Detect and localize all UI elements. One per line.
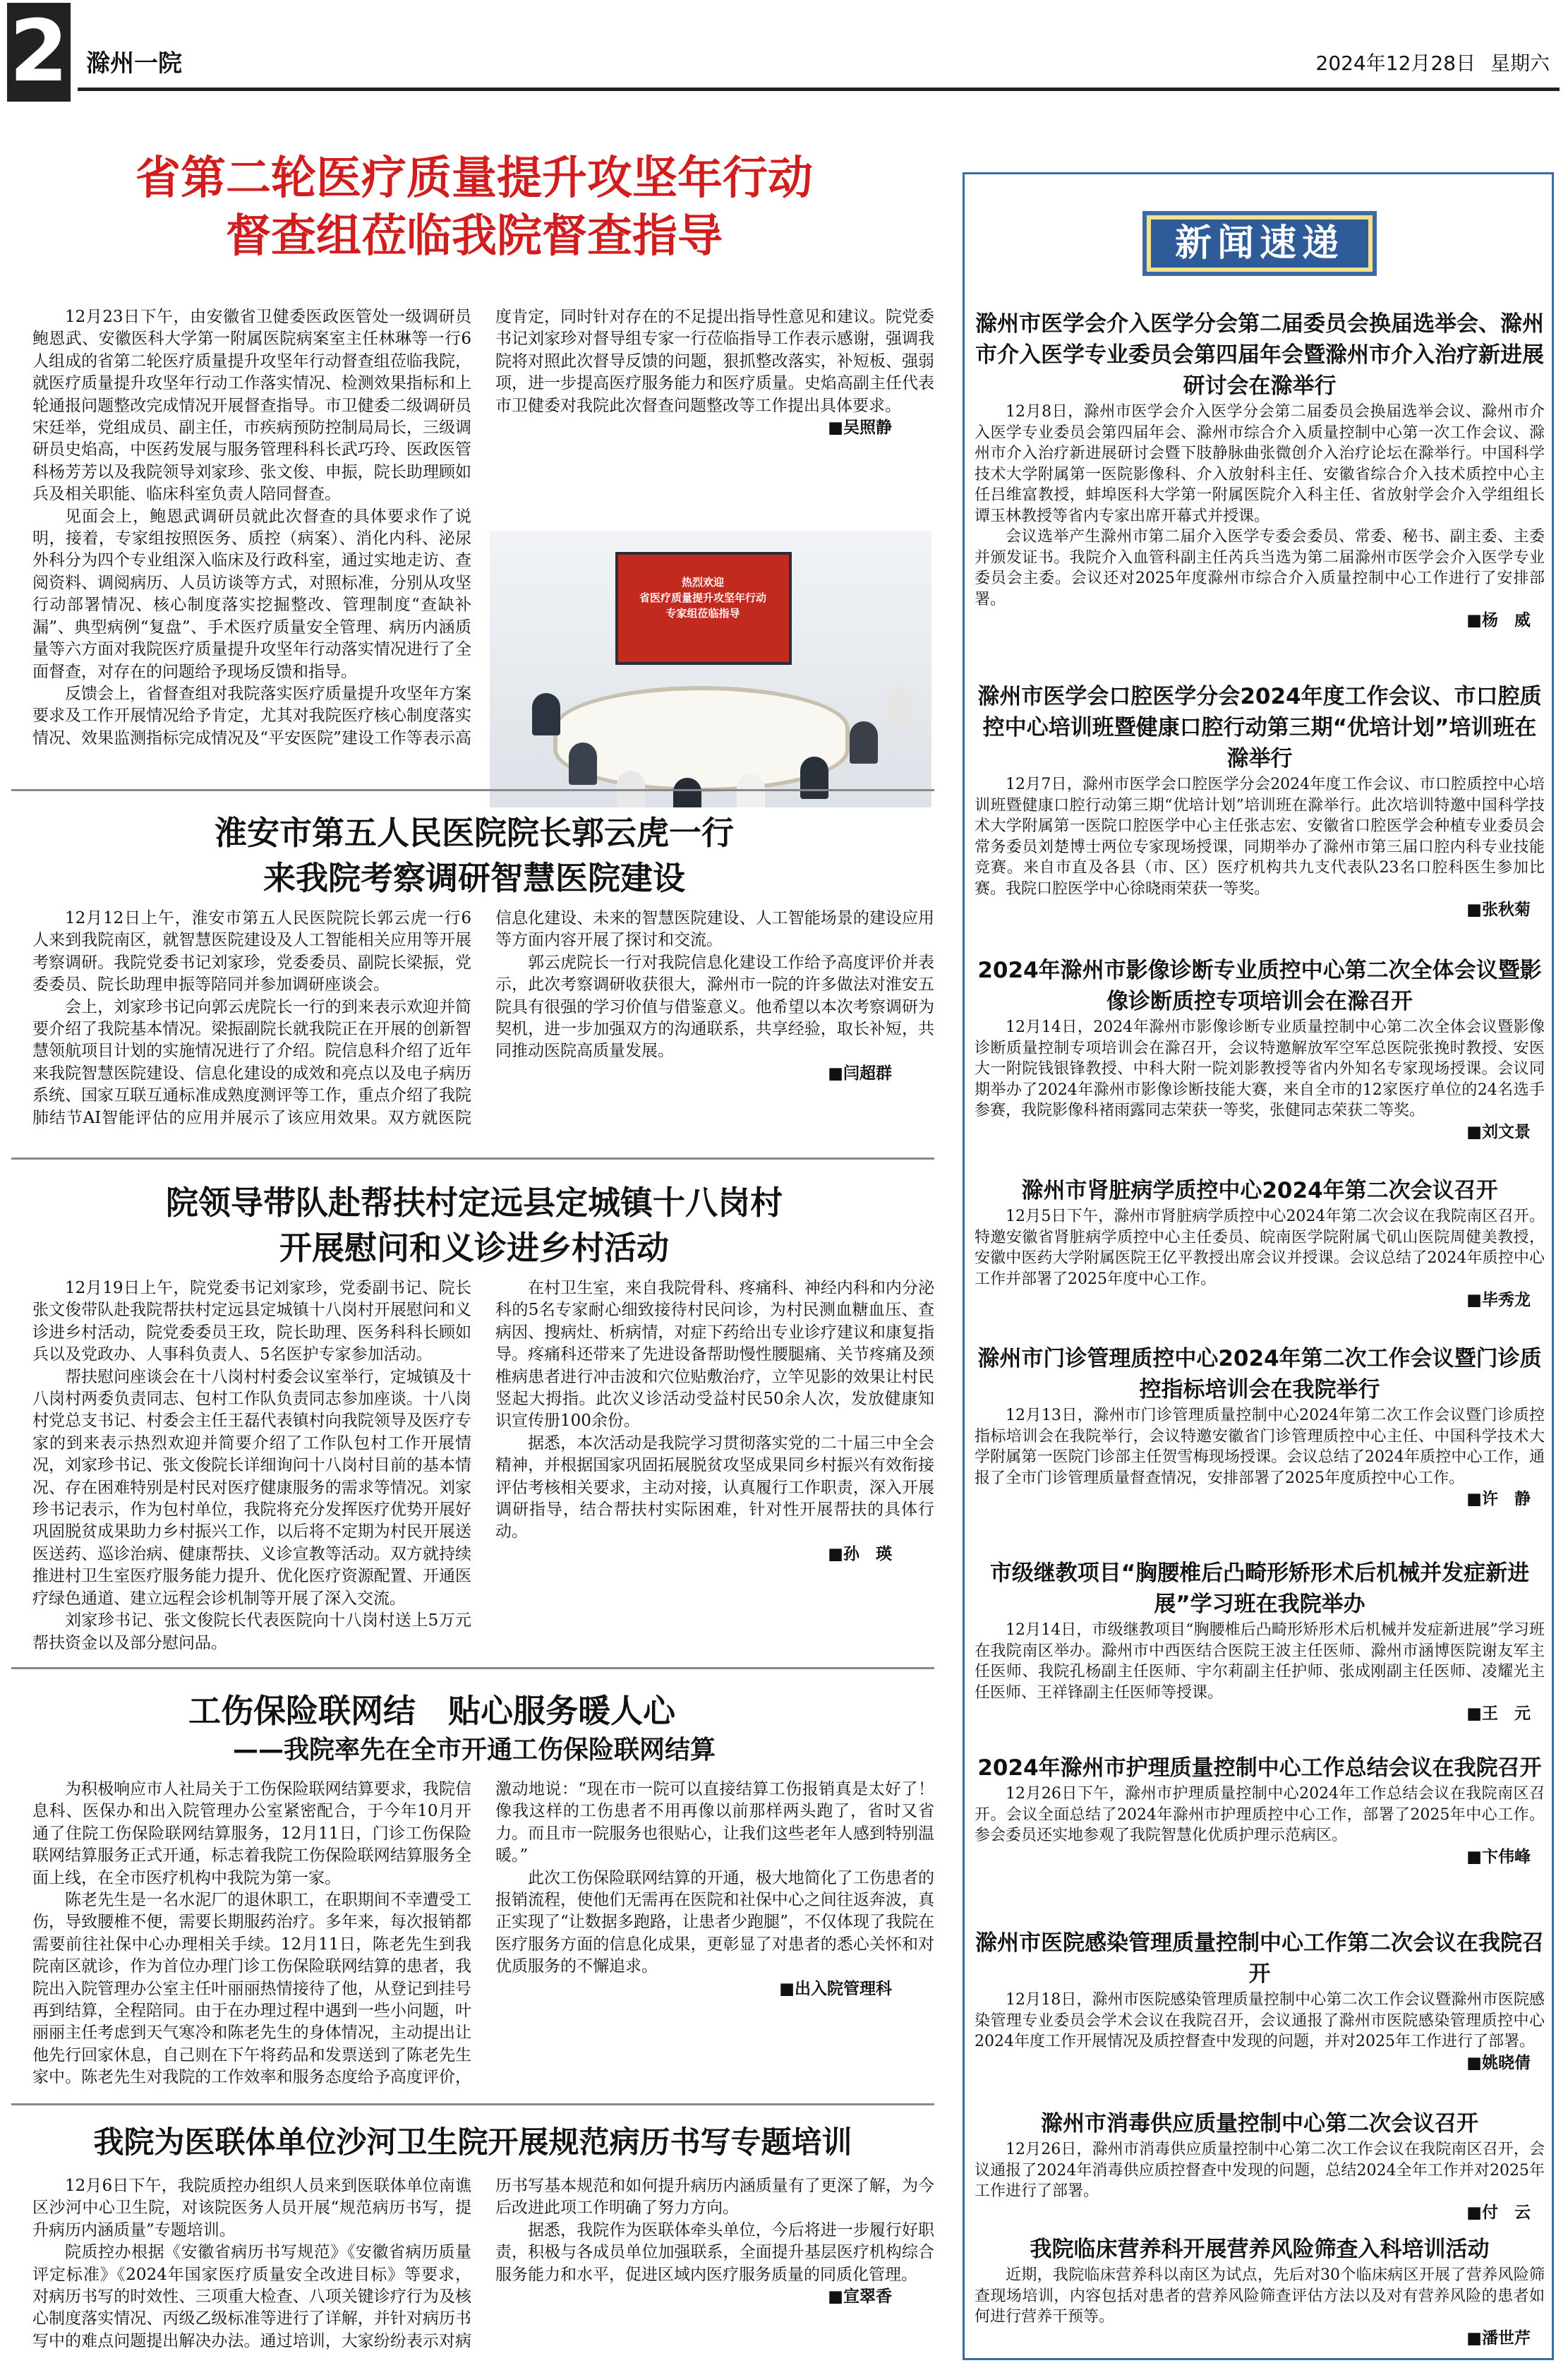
news-title: 滁州市医院感染管理质量控制中心工作第二次会议在我院召开: [975, 1930, 1544, 1987]
date: 2024年12月28日: [1315, 52, 1476, 75]
news-item: [975, 1928, 1545, 2104]
news-title: 滁州市医学会口腔医学分会2024年度工作会议、市口腔质控中心培训班暨健康口腔行动第三期“优培计划”培训班在滁举行: [977, 684, 1542, 771]
byline: ■孙 瑛: [828, 1544, 892, 1563]
news-item: [975, 955, 1545, 1160]
divider: [11, 1667, 934, 1669]
news-item: [975, 308, 1545, 675]
title-line-1: 淮安市第五人民医院院长郭云虎一行: [215, 814, 734, 852]
byline: ■张秋菊: [1466, 901, 1531, 919]
person: [673, 778, 701, 807]
sidebar-badge: [1142, 211, 1377, 276]
news-brief-sidebar: [963, 172, 1554, 2360]
divider: [11, 1158, 934, 1160]
paragraph: 据悉，本次活动是我院学习贯彻落实党的二十届三中全会精神，并根据国家巩固拓展脱贫攻坚成果同乡村振兴有效衔接评估考核相关要求，主动对接，认真履行工作职责，深入开展调研指导，结合帮扶村实际困难，针对性开展帮扶的具体行动。: [495, 1433, 934, 1541]
person: [850, 721, 878, 764]
paragraph: 为积极响应市人社局关于工伤保险联网结算要求，我院信息科、医保办和出入院管理办公室紧密配合，于今年10月开通了住院工伤保险联网结算服务，12月11日，门诊工伤保险联网结算服务正式开通，标志着我院工伤保险联网结算服务全面上线，在全市医疗机构中我院为第一家。: [32, 1780, 471, 1887]
article-huaian-visit-body: [32, 908, 934, 1141]
title-line-2: 来我院考察调研智慧医院建设: [263, 859, 685, 897]
paper-name: 滁州一院: [86, 49, 182, 78]
article-title: 工伤保险联网结 贴心服务暖人心: [188, 1692, 675, 1730]
byline: ■刘文景: [1466, 1122, 1531, 1141]
paragraph: 12月19日上午，院党委书记刘家珍，党委副书记、院长张文俊带队赴我院帮扶村定远县定城镇十八岗村开展慰问和义诊进乡村活动，院党委委员王玫，院长助理、医务科科长顾如兵以及党政办、人事科负责人、5名医护专家参加活动。: [32, 1279, 471, 1364]
paragraph: 12月14日，2024年滁州市影像诊断专业质量控制中心第二次全体会议暨影像诊断质量控制专项培训会在滁召开，会议特邀解放军空军总医院张挽时教授、安医大一附院钱银锋教授、中科大附一院刘影教授等省内外知名专家现场授课。会议同期举办了2024年滁州市影像诊断技能大赛，来自全市的12家医疗单位的24名选手参赛，我院影像科褚雨露同志荣获一等奖，张健同志荣获二等奖。: [975, 1018, 1545, 1119]
article-title: [14, 1180, 934, 1270]
byline: ■许 静: [1466, 1490, 1531, 1508]
paragraph: 此次工伤保险联网结算的开通，极大地简化了工伤患者的报销流程，使他们无需再在医院和社保中心之间往返奔波，真正实现了“让数据多跑路，让患者少跑腿”，不仅体现了我院在医疗服务方面的信息化成果，更彰显了对患者的悉心关怀和对优质服务的不懈追求。: [495, 1868, 934, 1976]
news-item: [975, 1752, 1545, 1919]
byline: ■姚晓倩: [1466, 2053, 1531, 2072]
title-line-2: 督查组莅临我院督查指导: [226, 210, 723, 263]
paragraph: 郭云虎院长一行对我院信息化建设工作给予高度评价并表示，此次考察调研收获很大，滁州市一院的许多做法对淮安五院具有很强的学习价值与借鉴意义。他希望以本次考察调研为契机，进一步加强双方的沟通联系，共享经验，取长补短，共同推动医院高质量发展。: [495, 953, 934, 1061]
divider: [11, 2103, 934, 2105]
byline: ■吴照静: [828, 419, 892, 438]
person: [532, 693, 560, 735]
news-title: 滁州市消毒供应质量控制中心第二次会议召开: [1041, 2111, 1478, 2136]
article-title: [14, 150, 934, 265]
meeting-photo: [490, 531, 931, 807]
byline: ■杨 威: [1466, 611, 1531, 630]
paragraph: 12月7日，滁州市医学会口腔医学分会2024年度工作会议、市口腔质控中心培训班暨健康口腔行动第三期“优培计划”培训班在滁举行。此次培训特邀中国科学技术大学附属第一医院口腔医学中心主任张志宏、安徽省口腔医学会种植专业委员会常务委员刘楚博士两位专家现场授课，同期举办了滁州市第三届口腔内科专业技能竞赛。来自市直及各县（市、区）医疗机构共九支代表队23名口腔科医生参加比赛。我院口腔医学中心徐晓雨荣获一等奖。: [975, 776, 1545, 898]
paragraph: 院质控办根据《安徽省病历书写规范》《安徽省病历质量评定标准》《2024年国家医疗质量安全改进目标》等要求，对病历书写的时效性、三项重大检查、八项关键诊疗行为及核心制度落实情况、丙级乙级标准等进行了详解，并针对病历书写中的难点问题提出解决办法。通过培训，大家纷纷表示对病历书写基本规范和如何提升病历内涵质量有了更深了解，为今后改进此项工作明确了努力方向。: [32, 2177, 934, 2350]
paragraph: 近期，我院临床营养科以南区为试点，先后对30个临床病区开展了营养风险筛查现场培训，内容包括对患者的营养风险筛查评估方法以及对有营养风险的患者如何进行营养干预等。: [975, 2266, 1545, 2326]
paragraph: 12月26日，滁州市消毒供应质量控制中心第二次工作会议在我院南区召开，会议通报了2024年消毒供应质控督查中发现的问题，总结2024全年工作并对2025年工作进行了部署。: [975, 2141, 1545, 2200]
paragraph: 刘家珍书记、张文俊院长代表医院向十八岗村送上5万元帮扶资金以及部分慰问品。: [32, 1611, 471, 1652]
article-medical-record-training-body: [32, 2175, 934, 2367]
byline: ■毕秀龙: [1466, 1291, 1531, 1309]
issue-date: [1316, 48, 1550, 76]
article-injury-insurance-body: [32, 1779, 934, 2089]
paragraph: 帮扶慰问座谈会在十八岗村村委会议室举行，定城镇及十八岗村两委负责同志、包村工作队负责同志参加座谈。十八岗村党总支书记、村委会主任王磊代表镇村向我院领导及医疗专家的到来表示热烈欢迎并简要介绍了工作队包村工作开展情况，刘家珍书记、张文俊院长详细询问十八岗村目前的基本情况、存在困难特别是村民对医疗健康服务的需求等情况。刘家珍书记表示，作为包村单位，我院将充分发挥医疗优势开展好巩固脱贫成果助力乡村振兴工作，以后将不定期为村民开展送医送药、巡诊治病、健康帮扶、义诊宣教等活动。双方就持续推进村卫生室医疗服务能力提升、优化医疗资源配置、开通医疗绿色通道、建立远程会诊机制等开展了深入交流。: [32, 1367, 471, 1608]
page-number: 2: [7, 3, 71, 102]
news-title: 2024年滁州市影像诊断专业质控中心第二次全体会议暨影像诊断质控专项培训会在滁召开: [977, 958, 1542, 1014]
article-title: [14, 810, 934, 901]
article-title: 我院为医联体单位沙河卫生院开展规范病历书写专题培训: [93, 2125, 852, 2160]
article-huaian-visit: [14, 810, 934, 909]
person: [885, 686, 913, 728]
photo-caption: 热烈欢迎 省医疗质量提升攻坚年行动 专家组莅临指导: [639, 576, 766, 620]
article-village-visit: [14, 1180, 934, 1279]
paragraph: 12月18日，滁州市医院感染管理质量控制中心第二次工作会议暨滁州市医院感染管理专业委员会学术会议在我院召开，会议通报了滁州市医院感染管理质控中心2024年度工作开展情况及质控督查中发现的问题，并对2025年工作进行了部署。: [975, 1991, 1545, 2050]
news-item: [975, 1175, 1545, 1330]
news-item: [975, 1343, 1545, 1548]
byline: ■王 元: [1466, 1704, 1531, 1723]
byline: ■卞伟峰: [1466, 1847, 1531, 1866]
title-line-1: 院领导带队赴帮扶村定远县定城镇十八岗村: [166, 1184, 783, 1222]
person: [569, 742, 597, 785]
byline: ■出入院管理科: [779, 1979, 892, 1998]
news-item: [975, 2108, 1545, 2228]
byline: ■闫超群: [828, 1064, 892, 1083]
paragraph: 据悉，我院作为医联体牵头单位，今后将进一步履行好职责，积极与各成员单位加强联系，全面提升基层医疗机构综合服务能力和水平，促进区域内医疗服务质量的同质化管理。: [495, 2220, 934, 2284]
paragraph: 会议选举产生滁州市第二届介入医学专委会委员、常委、秘书、副主委、主委并颁发证书。我院介入血管科副主任芮兵当选为第二届滁州市医学会介入医学专业委员会主委。会议还对2025年度滁州市综合介入质量控制中心工作进行了安排部署。: [975, 528, 1545, 608]
paragraph: 12月13日，滁州市门诊管理质量控制中心2024年第二次工作会议暨门诊质控指标培训会在我院举行，会议特邀安徽省门诊管理质控中心主任、中国科学技术大学附属第一医院门诊部主任贺雪梅现场授课。会议总结了2024年质控中心工作，通报了全市门诊管理质量督查情况，安排部署了2025年度质控中心工作。: [975, 1407, 1545, 1487]
weekday: 星期六: [1490, 52, 1550, 75]
news-title: 我院临床营养科开展营养风险筛查入科培训活动: [1030, 2237, 1490, 2262]
paragraph: 12月12日上午，淮安市第五人民医院院长郭云虎一行6人来到我院南区，就智慧医院建设及人工智能相关应用等开展考察调研。我院党委书记刘家珍，党委委员、副院长梁振，党委委员、院长助理申振等陪同并参加调研座谈会。: [32, 909, 471, 994]
article-injury-insurance: [14, 1690, 934, 1781]
paragraph: 见面会上，鲍恩武调研员就此次督查的具体要求作了说明，接着，专家组按照医务、质控（病案）、消化内科、泌尿外科分为四个专业组深入临床及行政科室，通过实地走访、查阅资料、调阅病历、人员访谈等方式，对照标准，分别从攻坚行动部署情况、核心制度落实挖掘整改、管理制度“查缺补漏”、典型病例“复盘”、手术医疗质量安全管理、病历内涵质量等六方面对我院医疗质量提升攻坚年行动落实情况进行了全面督查，对存在的问题给予现场反馈和指导。: [32, 507, 471, 681]
byline: ■潘世芹: [1466, 2328, 1531, 2347]
paragraph: 会上，刘家珍书记向郭云虎院长一行的到来表示欢迎并简要介绍了我院基本情况。梁振副院长就我院正在开展的创新智慧领航项目计划的实施情况进行了介绍。院信息科介绍了近年来我院智慧医院建设、信息化建设的成效和亮点以及电子病历系统、国家互联互通标准成熟度测评等工作，重点介绍了我院肺结节AI智能评估的应用并展示了该应用效果。双方就医院信息化建设、未来的智慧医院建设、人工智能场景的建设应用等方面内容开展了探讨和交流。: [32, 909, 934, 1127]
paragraph: 12月26日下午，滁州市护理质量控制中心2024年工作总结会议在我院南区召开。会议全面总结了2024年滁州市护理质控中心工作，部署了2025年中心工作。参会委员还实地参观了我院智慧化优质护理示范病区。: [975, 1785, 1545, 1844]
news-title: 滁州市门诊管理质控中心2024年第二次工作会议暨门诊质控指标培训会在我院举行: [977, 1346, 1542, 1402]
article-medical-record-training: [11, 2120, 934, 2170]
news-title: 市级继教项目“胸腰椎后凸畸形矫形术后机械并发症新进展”学习班在我院举办: [989, 1561, 1530, 1617]
article-subtitle: ——我院率先在全市开通工伤保险联网结算: [232, 1736, 716, 1764]
title-line-1: 省第二轮医疗质量提升攻坚年行动: [135, 152, 813, 205]
divider: [11, 789, 934, 791]
news-title: 2024年滁州市护理质量控制中心工作总结会议在我院召开: [977, 1755, 1542, 1781]
byline: ■宣翠香: [828, 2287, 892, 2307]
paragraph: 陈老先生是一名水泥厂的退休职工，在职期间不幸遭受工伤，导致腰椎不便，需要长期服药治疗。多年来，每次报销都需要前往社保中心办理相关手续。12月11日，陈老先生到我院南区就诊，作为首位办理门诊工伤保险联网结算的患者，我院出入院管理办公室主任叶丽丽热情接待了他，从登记到挂号再到结算，全程陪同。由于在办理过程中遇到一些小问题，叶丽丽主任考虑到天气寒冷和陈老先生的身体情况，主动提出让他先行回家休息，自己则在下午将药品和发票送到了陈老先生家中。陈老先生对我院的工作效率和服务态度给予高度评价，激动地说：“现在市一院可以直接结算工伤报销真是太好了！像我这样的工伤患者不用再像以前那样两头跑了，省时又省力。而且市一院服务也很贴心，让我们这些老年人感到特别温暖。”: [32, 1780, 934, 2087]
masthead-rule: [78, 88, 1560, 91]
news-item: [975, 2234, 1545, 2358]
byline: ■付 云: [1466, 2203, 1531, 2222]
paragraph: 12月8日，滁州市医学会介入医学分会第二届委员会换届选举会议、滁州市介入医学专业委员会第四届年会、滁州市综合介入质量控制中心第一次工作会议、滁州市介入治疗新进展研讨会暨下肢静脉曲张微创介入治疗论坛在滁举行。中国科学技术大学附属第一医院影像科、介入放射科主任、安徽省综合介入技术质控中心主任吕维富教授，蚌埠医科大学第一附属医院介入科主任、省放射学会介入学组组长谭玉林教授等省内专家出席开幕式并授课。: [975, 403, 1545, 525]
paragraph: 12月23日下午，由安徽省卫健委医政医管处一级调研员鲍恩武、安徽医科大学第一附属医院病案室主任林琳等一行6人组成的省第二轮医疗质量提升攻坚年行动督查组莅临我院，就医疗质量提升攻坚年行动工作落实情况、检测效果指标和上轮通报问题整改完成情况开展督查指导。市卫健委二级调研员宋廷举，党组成员、副主任，市疾病预防控制局局长，三级调研员史焰高，中医药发展与服务管理科科长武巧玲、医政医管科杨芳芳以及我院领导刘家珍、张文俊、申振，院长助理顾如兵及相关职能、临床科室负责人陪同督查。: [32, 308, 471, 504]
news-item: [975, 681, 1545, 942]
paragraph: 反馈会上，省督查组对我院落实医疗质量提升攻坚年方案要求及工作开展情况给予肯定，尤其对我院医疗核心制度落实情况、效果监测指标完成情况及“平安医院”建设工作等表示高度肯定，同时针对存在的不足提出指导性意见和建议。院党委书记刘家珍对督导组专家一行莅临指导工作表示感谢，强调我院将对照此次督导反馈的问题，狠抓整改落实，补短板、强弱项，进一步提高医疗服务能力和医疗质量。史焰高副主任代表市卫健委对我院此次督查问题整改等工作提出具体要求。: [32, 308, 934, 747]
sidebar-title: 新闻速递: [1151, 220, 1368, 267]
paragraph: 12月6日下午，我院质控办组织人员来到医联体单位南谯区沙河中心卫生院，对该院医务人员开展“规范病历书写，提升病历内涵质量”专题培训。: [32, 2177, 471, 2239]
news-title: 滁州市医学会介入医学分会第二届委员会换届选举会、滁州市介入医学专业委员会第四届年会暨滁州市介入治疗新进展研讨会在滁举行: [975, 311, 1544, 399]
article-village-visit-body: [32, 1277, 934, 1659]
paragraph: 在村卫生室，来自我院骨科、疼痛科、神经内科和内分泌科的5名专家耐心细致接待村民问诊，为村民测血糖血压、查病因、搜病灶、析病情，对症下药给出专业诊疗建议和康复指导。疼痛科还带来了先进设备帮助慢性腰腿痛、关节疼痛及颈椎病患者进行冲击波和穴位贴敷治疗，立竿见影的效果让村民竖起大拇指。此次义诊活动受益村民50余人次，发放健康知识宣传册100余份。: [495, 1279, 934, 1431]
paragraph: 12月5日下午，滁州市肾脏病学质控中心2024年第二次会议在我院南区召开。特邀安徽省肾脏病学质控中心主任委员、皖南医学院附属弋矶山医院周健美教授，安徽中医药大学附属医院王亿平教授出席会议并授课。会议总结了2024年质控中心工作并部署了2025年度中心工作。: [975, 1208, 1545, 1288]
news-title: 滁州市肾脏病学质控中心2024年第二次会议召开: [1021, 1178, 1498, 1203]
paragraph: 12月14日，市级继教项目“胸腰椎后凸畸形矫形术后机械并发症新进展”学习班在我院南区举办。滁州市中西医结合医院王波主任医师、滁州市涵博医院谢友军主任医师、我院孔杨副主任医师、宇尔莉副主任护师、张成刚副主任医师、凌耀光主任医师、王祥锋副主任医师等授课。: [975, 1621, 1545, 1702]
title-line-2: 开展慰问和义诊进乡村活动: [279, 1229, 669, 1267]
projection-screen: [615, 552, 792, 665]
news-item: [975, 1558, 1545, 1741]
person: [800, 757, 828, 799]
masthead: [0, 0, 1568, 106]
